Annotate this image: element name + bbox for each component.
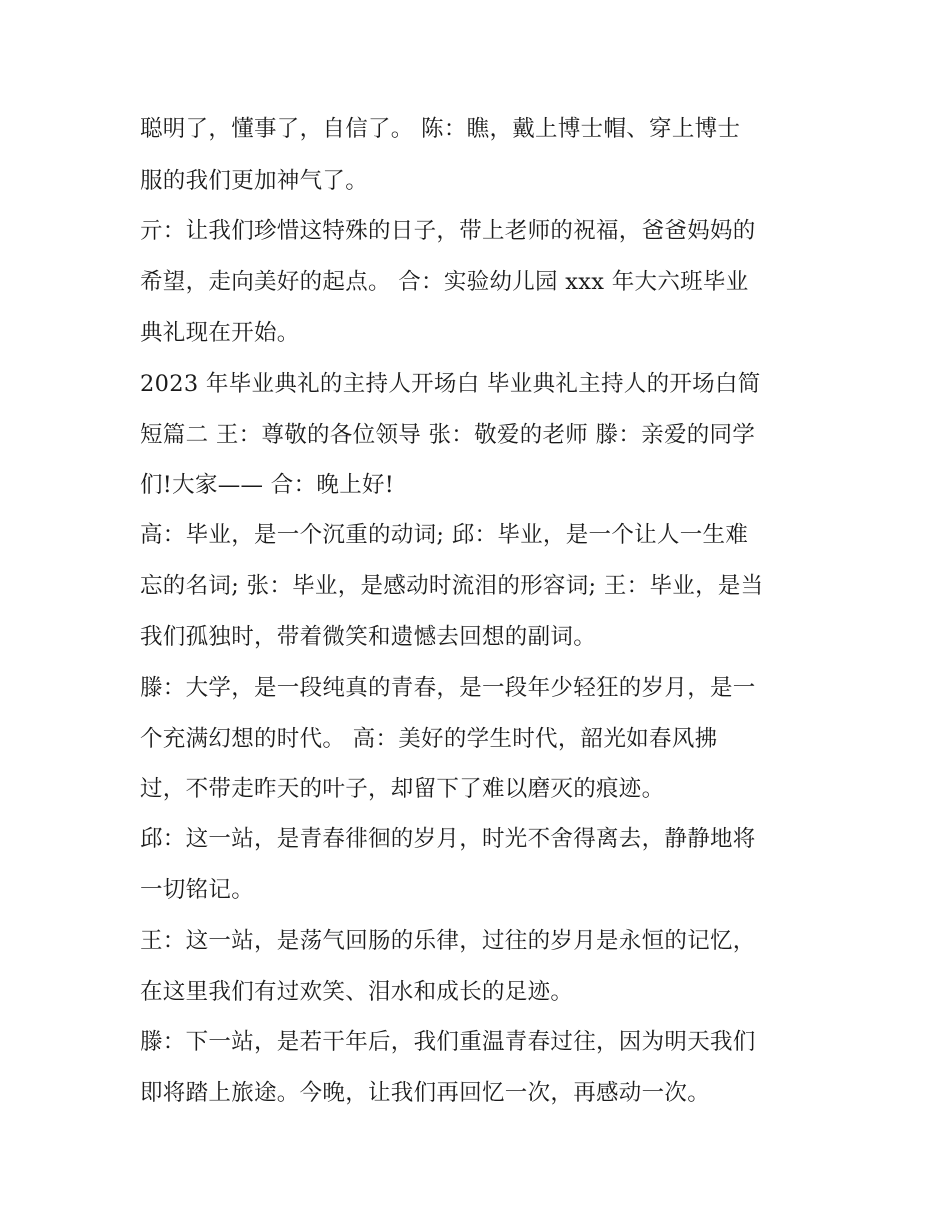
- text-line: 2023 年毕业典礼的主持人开场白 毕业典礼主持人的开场白简: [140, 371, 761, 397]
- text-line: 高：毕业，是一个沉重的动词; 邱：毕业，是一个让人一生难: [140, 522, 749, 548]
- text-line: 即将踏上旅途。今晚，让我们再回忆一次，再感动一次。: [140, 1080, 711, 1106]
- text-line: 聪明了，懂事了，自信了。 陈：瞧，戴上博士帽、穿上博士: [140, 116, 741, 142]
- text-line: 滕：下一站，是若干年后，我们重温青春过往，因为明天我们: [140, 1029, 756, 1055]
- text-line: 典礼现在开始。: [140, 320, 300, 346]
- text-line: 我们孤独时，带着微笑和遗憾去回想的副词。: [140, 624, 597, 650]
- text-line: 邱：这一站，是青春徘徊的岁月，时光不舍得离去，静静地将: [140, 826, 756, 852]
- text-line: 服的我们更加神气了。: [140, 168, 369, 194]
- text-line: 们!大家—— 合：晚上好!: [140, 472, 395, 498]
- text-line: 王：这一站，是荡气回肠的乐律，过往的岁月是永恒的记忆，: [140, 928, 756, 954]
- text-line: 希望，走向美好的起点。 合：实验幼儿园 xxx 年大六班毕业: [140, 269, 749, 295]
- text-line: 过，不带走昨天的叶子，却留下了难以磨灭的痕迹。: [140, 776, 665, 802]
- text-line: 在这里我们有过欢笑、泪水和成长的足迹。: [140, 979, 574, 1005]
- text-line: 个充满幻想的时代。 高：美好的学生时代，韶光如春风拂: [140, 726, 718, 752]
- text-line: 短篇二 王：尊敬的各位领导 张：敬爱的老师 滕：亲爱的同学: [140, 422, 756, 448]
- text-line: 滕：大学，是一段纯真的青春，是一段年少轻狂的岁月，是一: [140, 675, 756, 701]
- text-line: 忘的名词; 张：毕业，是感动时流泪的形容词; 王：毕业，是当: [140, 573, 764, 599]
- text-line: 一切铭记。: [140, 877, 255, 903]
- text-line: 亓：让我们珍惜这特殊的日子，带上老师的祝福，爸爸妈妈的: [140, 218, 756, 244]
